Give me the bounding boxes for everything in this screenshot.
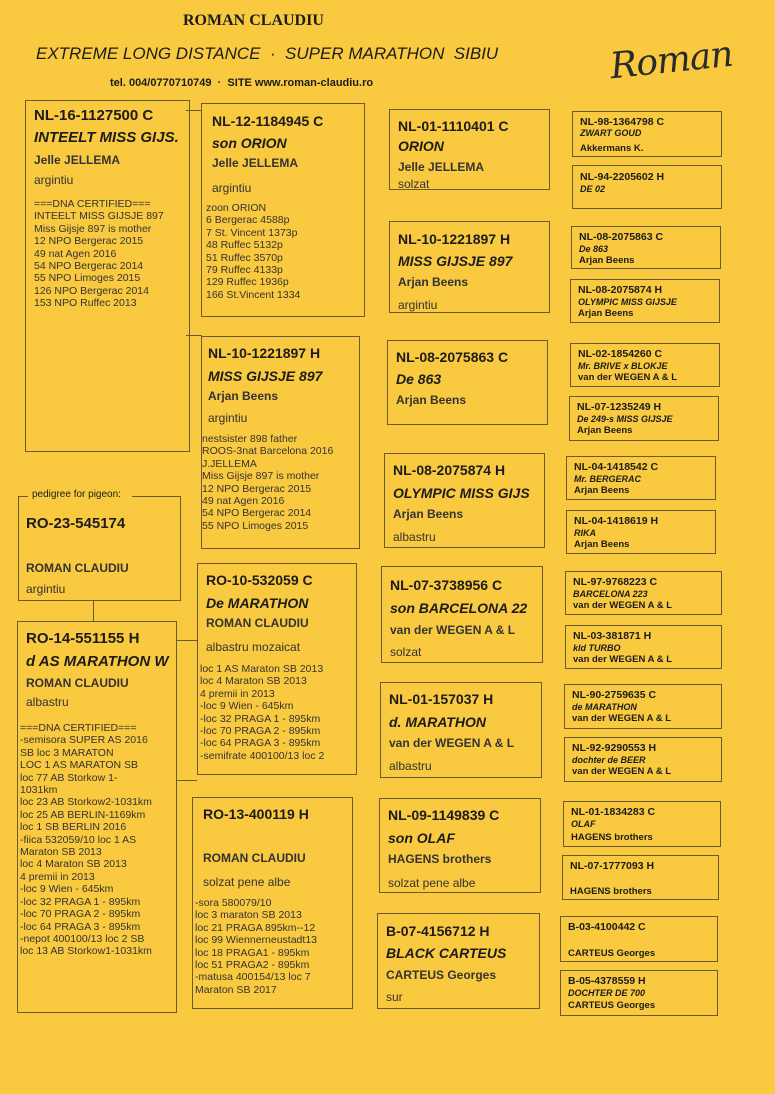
gen3-ring: NL-08-2075874 H: [393, 462, 506, 478]
gen4-ring: NL-02-1854260 C: [578, 348, 663, 360]
gen4-breeder: Arjan Beens: [577, 425, 633, 436]
gen4-name: OLAF: [571, 819, 596, 829]
gen3-card-8: [377, 913, 540, 1009]
gen3-breeder: HAGENS brothers: [388, 852, 492, 866]
subject-bottom-line: [18, 600, 181, 601]
gen3-ring: NL-01-1110401 C: [398, 118, 509, 134]
gen3-name: BLACK CARTEUS: [386, 945, 507, 961]
gen4-breeder: Akkermans K.: [580, 143, 644, 154]
subject-card: [18, 505, 180, 600]
connector: [177, 640, 197, 641]
gen3-color: solzat: [398, 177, 430, 190]
gen4-ring: NL-07-1235249 H: [577, 401, 662, 413]
gen4-breeder: van der WEGEN A & L: [573, 600, 673, 611]
gen4-ring: NL-08-2075863 C: [579, 231, 664, 243]
gen3-name: d. MARATHON: [389, 714, 486, 730]
gen4-ring: NL-04-1418542 C: [574, 461, 659, 473]
sire-card: [25, 100, 190, 452]
gen3-breeder: van der WEGEN A & L: [389, 736, 515, 750]
gen4-card-9: [565, 571, 722, 615]
label-line-right: [132, 496, 180, 497]
gen2-color: argintiu: [208, 411, 248, 425]
gen3-color: solzat: [390, 645, 422, 659]
gen3-name: MISS GIJSJE 897: [398, 253, 513, 269]
gen2-notes: -sora 580079/10 loc 3 maraton SB 2013 loc 21 PRAGA 895km--12 loc 99 Wiennerneustadt13 loc 18 PRAGA1 - 895km loc 51 PRAGA2 - 895km -matusa 400154/13 loc 7 Maraton SB 2017: [195, 897, 317, 996]
gen3-breeder: van der WEGEN A & L: [390, 623, 516, 637]
gen3-card-1: [389, 109, 550, 190]
sire-color: argintiu: [34, 173, 74, 187]
gen4-ring: B-03-4100442 C: [568, 921, 646, 933]
page-subtitle: EXTREME LONG DISTANCE · SUPER MARATHON SIBIU: [36, 44, 499, 63]
gen4-name: De 249-s MISS GIJSJE: [577, 414, 673, 424]
gen2-notes: loc 1 AS Maraton SB 2013 loc 4 Maraton SB 2013 4 premii in 2013 -loc 9 Wien - 645km -loc 32 PRAGA 1 - 895km -loc 70 PRAGA 2 - 895km -loc 64 PRAGA 3 - 895km -semifrate 400100/13 loc 2: [200, 663, 325, 762]
gen4-ring: NL-07-1777093 H: [570, 860, 655, 872]
gen3-card-7: [379, 798, 541, 893]
gen3-ring: NL-08-2075863 C: [396, 349, 509, 365]
gen3-color: albastru: [389, 759, 432, 773]
gen4-ring: NL-92-9290553 H: [572, 742, 657, 754]
gen2-ring: RO-10-532059 C: [206, 572, 313, 588]
gen4-card-7: [566, 456, 716, 500]
dam-breeder: ROMAN CLAUDIU: [26, 676, 129, 690]
subject-color: argintiu: [26, 582, 66, 596]
gen2-breeder: ROMAN CLAUDIU: [206, 616, 309, 630]
gen4-breeder: HAGENS brothers: [570, 886, 652, 897]
gen3-breeder: Arjan Beens: [398, 275, 469, 289]
gen4-card-11: [564, 684, 722, 729]
gen2-name: MISS GIJSJE 897: [208, 368, 323, 384]
connector: [186, 110, 202, 111]
gen2-notes: zoon ORION 6 Bergerac 4588p 7 St. Vincent 1373p 48 Ruffec 5132p 51 Ruffec 3570p 79 Ruffec 4133p 129 Ruffec 1936p 166 St.Vincent 1334: [206, 202, 301, 301]
gen4-name: RIKA: [574, 528, 596, 538]
gen4-name: BARCELONA 223: [573, 589, 648, 599]
gen2-card-3: [197, 563, 357, 775]
dam-notes: ===DNA CERTIFIED=== -semisora SUPER AS 2016 SB loc 3 MARATON LOC 1 AS MARATON SB loc 77 AB Storkow 1- 1031km loc 23 AB Storkow2-1031km loc 25 AB BERLIN-1169km loc 1 SB BERLIN 2016 -fiica 532059/10 loc 1 AS Maraton SB 2013 loc 4 Maraton SB 2013 4 premii in 2013 -loc 9 Wien - 645km -loc 32 PRAGA 1 - 895km -loc 70 PRAGA 2 - 895km -loc 64 PRAGA 3 - 895km -nepot 400100/13 loc 2 SB loc 13 AB Storkow1-1031km: [20, 722, 152, 958]
gen4-name: Mr. BERGERAC: [574, 474, 642, 484]
gen4-ring: NL-08-2075874 H: [578, 284, 663, 296]
gen4-ring: NL-04-1418619 H: [574, 515, 659, 527]
gen4-breeder: Arjan Beens: [574, 485, 630, 496]
sire-ring: NL-16-1127500 C: [34, 107, 154, 124]
gen4-name: de MARATHON: [572, 702, 637, 712]
pedigree-label: pedigree for pigeon:: [32, 489, 121, 500]
dam-name: d AS MARATHON W: [26, 653, 169, 670]
gen4-breeder: van der WEGEN A & L: [573, 654, 673, 665]
dam-ring: RO-14-551155 H: [26, 630, 140, 647]
gen4-card-6: [569, 396, 719, 441]
gen4-name: DOCHTER DE 700: [568, 988, 646, 998]
gen4-breeder: CARTEUS Georges: [568, 1000, 656, 1011]
gen4-card-2: [572, 165, 722, 209]
dam-color: albastru: [26, 695, 69, 709]
contact-line: tel. 004/0770710749 · SITE www.roman-claudiu.ro: [110, 77, 374, 89]
gen3-name: ORION: [398, 138, 444, 154]
gen3-ring: NL-01-157037 H: [389, 691, 494, 707]
gen4-card-16: [560, 970, 718, 1016]
gen4-card-12: [564, 737, 722, 782]
gen3-card-6: [380, 682, 542, 778]
gen3-breeder: Arjan Beens: [396, 393, 467, 407]
gen3-card-2: [389, 221, 550, 313]
connector: [177, 780, 197, 781]
connector: [186, 335, 202, 336]
gen4-card-14: [562, 855, 719, 900]
sire-breeder: Jelle JELLEMA: [34, 153, 121, 167]
gen4-ring: B-05-4378559 H: [568, 975, 646, 987]
gen4-card-15: [560, 916, 718, 962]
gen4-card-5: [570, 343, 720, 387]
gen4-breeder: van der WEGEN A & L: [578, 372, 678, 383]
gen4-card-10: [565, 625, 722, 669]
subject-breeder: ROMAN CLAUDIU: [26, 561, 129, 575]
gen2-color: argintiu: [212, 181, 252, 195]
gen3-color: argintiu: [398, 298, 438, 312]
gen2-ring: NL-10-1221897 H: [208, 345, 321, 361]
gen4-card-1: [572, 111, 722, 157]
gen3-ring: NL-09-1149839 C: [388, 807, 500, 823]
label-line-down-right: [180, 496, 181, 600]
gen4-breeder: CARTEUS Georges: [568, 948, 656, 959]
gen4-name: kld TURBO: [573, 643, 621, 653]
gen4-name: DE 02: [580, 184, 606, 194]
dam-card: [17, 621, 177, 1013]
label-line-left: [18, 496, 28, 497]
gen3-name: son BARCELONA 22: [390, 600, 528, 616]
gen2-card-2: [201, 336, 360, 549]
gen4-card-13: [563, 801, 721, 847]
gen3-card-4: [384, 453, 545, 548]
sire-notes: ===DNA CERTIFIED=== INTEELT MISS GIJSJE 897 Miss Gijsje 897 is mother 12 NPO Bergerac 2015 49 nat Agen 2016 54 NPO Bergerac 2014 55 NPO Limoges 2015 126 NPO Bergerac 2014 153 NPO Ruffec 2013: [34, 198, 164, 310]
sire-name: INTEELT MISS GIJS.: [34, 129, 179, 146]
gen4-card-4: [570, 279, 720, 323]
gen4-card-8: [566, 510, 716, 554]
gen4-ring: NL-97-9768223 C: [573, 576, 658, 588]
signature: Roman: [608, 33, 735, 88]
subject-ring: RO-23-545174: [26, 515, 126, 532]
gen4-breeder: Arjan Beens: [578, 308, 634, 319]
gen2-name: son ORION: [212, 135, 287, 151]
gen2-name: De MARATHON: [206, 595, 309, 611]
gen4-name: De 863: [579, 244, 609, 254]
gen4-breeder: HAGENS brothers: [571, 832, 653, 843]
gen4-name: OLYMPIC MISS GIJSJE: [578, 297, 677, 307]
gen4-breeder: van der WEGEN A & L: [572, 713, 672, 724]
gen2-notes: nestsister 898 father ROOS-3nat Barcelona 2016 J.JELLEMA Miss Gijsje 897 is mother 12 NPO Bergerac 2015 49 nat Agen 2016 54 NPO Bergerac 2014 55 NPO Limoges 2015: [202, 433, 334, 532]
gen2-color: solzat pene albe: [203, 875, 291, 889]
gen2-color: albastru mozaicat: [206, 640, 301, 654]
gen2-ring: RO-13-400119 H: [203, 806, 309, 822]
gen4-card-3: [571, 226, 721, 269]
gen3-color: solzat pene albe: [388, 876, 476, 890]
gen3-breeder: Arjan Beens: [393, 507, 464, 521]
gen3-ring: NL-07-3738956 C: [390, 577, 503, 593]
gen3-card-5: [381, 566, 543, 663]
gen3-color: sur: [386, 990, 403, 1004]
gen3-card-3: [387, 340, 548, 425]
gen4-breeder: Arjan Beens: [574, 539, 630, 550]
gen4-ring: NL-03-381871 H: [573, 630, 652, 642]
gen4-ring: NL-01-1834283 C: [571, 806, 656, 818]
owner-title: ROMAN CLAUDIU: [183, 12, 324, 29]
gen4-ring: NL-90-2759635 C: [572, 689, 657, 701]
gen2-breeder: ROMAN CLAUDIU: [203, 851, 306, 865]
gen4-name: ZWART GOUD: [580, 128, 642, 138]
gen2-card-1: [201, 103, 365, 317]
gen4-name: Mr. BRIVE x BLOKJE: [578, 361, 668, 371]
gen4-name: dochter de BEER: [572, 755, 646, 765]
gen2-breeder: Jelle JELLEMA: [212, 156, 299, 170]
gen3-name: son OLAF: [388, 830, 455, 846]
subject-to-dam-line: [93, 600, 94, 622]
gen3-breeder: CARTEUS Georges: [386, 968, 497, 982]
gen3-name: De 863: [396, 371, 442, 387]
gen4-ring: NL-98-1364798 C: [580, 116, 665, 128]
gen3-breeder: Jelle JELLEMA: [398, 160, 485, 174]
gen3-ring: NL-10-1221897 H: [398, 231, 511, 247]
gen4-ring: NL-94-2205602 H: [580, 171, 665, 183]
gen3-color: albastru: [393, 530, 436, 544]
gen2-breeder: Arjan Beens: [208, 389, 279, 403]
gen2-card-4: [192, 797, 353, 1009]
gen3-name: OLYMPIC MISS GIJS: [393, 485, 530, 501]
gen2-ring: NL-12-1184945 C: [212, 113, 324, 129]
gen3-ring: B-07-4156712 H: [386, 923, 490, 939]
gen4-breeder: van der WEGEN A & L: [572, 766, 672, 777]
gen4-breeder: Arjan Beens: [579, 255, 635, 266]
